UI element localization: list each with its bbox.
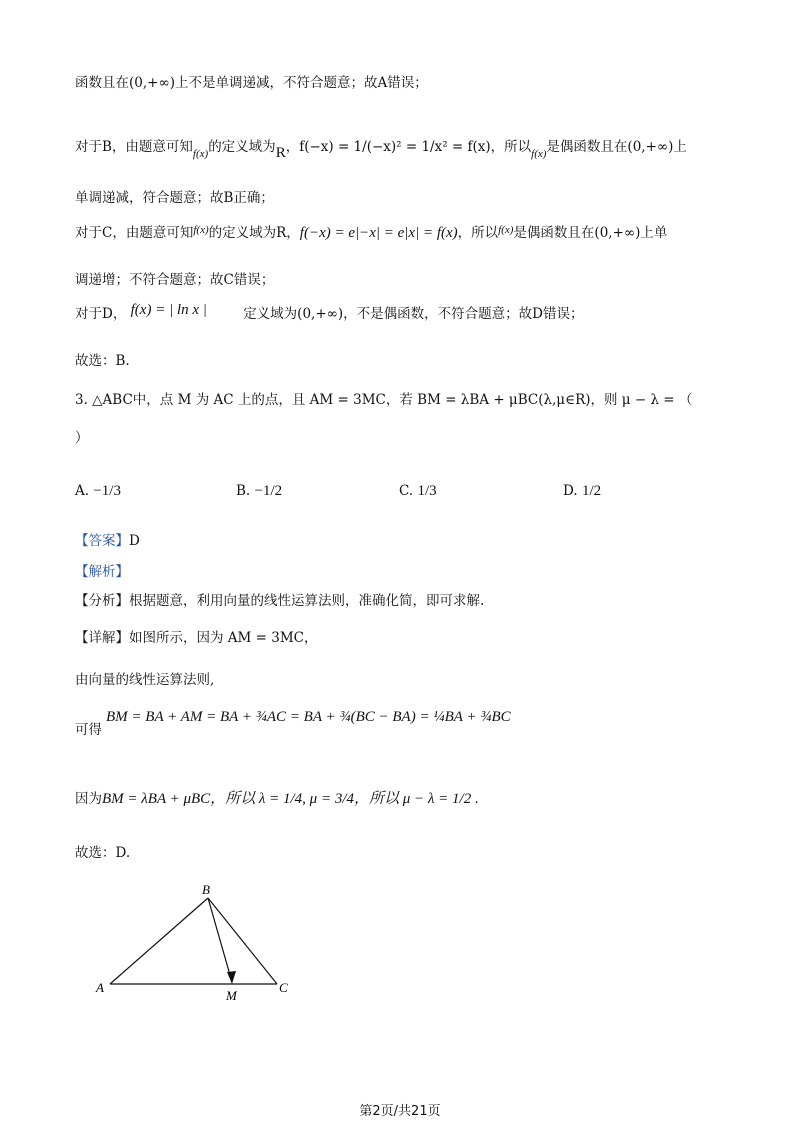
option-a bbox=[75, 482, 121, 500]
label-b: B bbox=[202, 882, 210, 897]
answer-tag: 【答案】 bbox=[75, 533, 129, 549]
answer-line bbox=[75, 533, 140, 549]
analysis-tag: 【解析】 bbox=[75, 564, 129, 580]
option-d-value: 1/2 bbox=[581, 483, 602, 499]
question-3-end: ） bbox=[75, 430, 89, 446]
label-m: M bbox=[226, 988, 237, 1003]
line-4-g: 是偶函数且在(0,+∞)上单 bbox=[513, 225, 668, 241]
side-ab bbox=[110, 898, 208, 984]
line-6-fx: f(x) = | ln x | bbox=[130, 302, 207, 318]
xiangjie-line bbox=[75, 630, 318, 646]
answer-value: D bbox=[129, 533, 140, 549]
line-2-e: ，f(−x) = 1/(−x)² = 1/x² = f(x)，所以 bbox=[285, 139, 532, 155]
line-2-fx: f(x) bbox=[192, 148, 209, 160]
line-2 bbox=[75, 138, 687, 161]
line-4-e: ，所以 bbox=[457, 225, 499, 241]
option-c-value: 1/3 bbox=[417, 483, 437, 499]
line-6-a: 对于D， bbox=[75, 306, 127, 322]
line-2-a: 对于B，由题意可知 bbox=[75, 139, 193, 155]
xiangjie-text: 如图所示，因为 AM = 3MC， bbox=[129, 630, 318, 646]
yinwei-line bbox=[75, 790, 479, 808]
fenxi-line bbox=[75, 593, 484, 609]
line-2-g: 是偶函数且在(0,+∞)上 bbox=[546, 139, 687, 155]
line-6 bbox=[75, 302, 584, 323]
option-c-label: C. bbox=[399, 483, 414, 499]
xiangjie-tag: 【详解】 bbox=[75, 630, 129, 646]
line-1: 函数且在(0,+∞)上不是单调递减，不符合题意；故A错误； bbox=[75, 75, 428, 91]
page-footer: 第2页/共21页 bbox=[359, 1104, 441, 1119]
line-4-eq: f(−x) = e|−x| = e|x| = f(x) bbox=[299, 225, 458, 241]
line-2-R: R bbox=[275, 145, 286, 161]
line-4 bbox=[75, 224, 667, 242]
rule-line: 由向量的线性运算法则, bbox=[75, 672, 215, 688]
line-6-c: 定义域为(0,+∞)，不是偶函数，不符合题意；故D错误； bbox=[243, 306, 584, 322]
fenxi-tag: 【分析】 bbox=[75, 593, 129, 609]
vector-bm bbox=[208, 898, 232, 982]
option-c bbox=[399, 482, 437, 500]
option-d-label: D. bbox=[563, 483, 578, 499]
question-3: 3. △ABC中，点 M 为 AC 上的点，且 AM = 3MC，若 BM = λBA + μBC(λ,μ∈R)，则 μ − λ = （ bbox=[75, 392, 693, 408]
line-4-fx2: f(x) bbox=[498, 224, 514, 236]
option-b-value: −1/2 bbox=[254, 483, 283, 499]
option-d bbox=[563, 482, 601, 500]
line-3: 单调递减，符合题意；故B正确； bbox=[75, 190, 274, 206]
line-5: 调递增；不符合题意；故C错误； bbox=[75, 272, 275, 288]
label-c: C bbox=[279, 980, 288, 995]
line-4-fx: f(x) bbox=[193, 224, 209, 236]
side-bc bbox=[208, 898, 277, 984]
fenxi-text: 根据题意，利用向量的线性运算法则，准确化简，即可求解. bbox=[129, 593, 485, 609]
line-2-c: 的定义域为 bbox=[208, 139, 276, 155]
line-4-a: 对于C，由题意可知 bbox=[75, 225, 194, 241]
equation-1: BM = BA + AM = BA + ¾AC = BA + ¾(BC − BA) = ¼BA + ¾BC bbox=[106, 709, 511, 725]
line-7: 故选：B. bbox=[75, 353, 130, 369]
option-b-label: B. bbox=[236, 483, 251, 499]
option-b bbox=[236, 482, 282, 500]
triangle-diagram bbox=[90, 880, 310, 1010]
option-a-value: −1/3 bbox=[93, 483, 121, 499]
arrow-head-icon bbox=[227, 971, 236, 984]
final-answer: 故选：D. bbox=[75, 845, 131, 861]
option-a-label: A. bbox=[75, 483, 90, 499]
line-2-fx2: f(x) bbox=[531, 148, 547, 160]
yinwei-label: 因为 bbox=[75, 791, 102, 807]
equation-2: BM = λBA + μBC，所以 λ = 1/4, μ = 3/4，所以 μ − λ = 1/2 . bbox=[102, 791, 479, 807]
kede-label: 可得 bbox=[75, 722, 102, 738]
line-4-c: 的定义域为R， bbox=[208, 225, 300, 241]
label-a: A bbox=[96, 980, 104, 995]
